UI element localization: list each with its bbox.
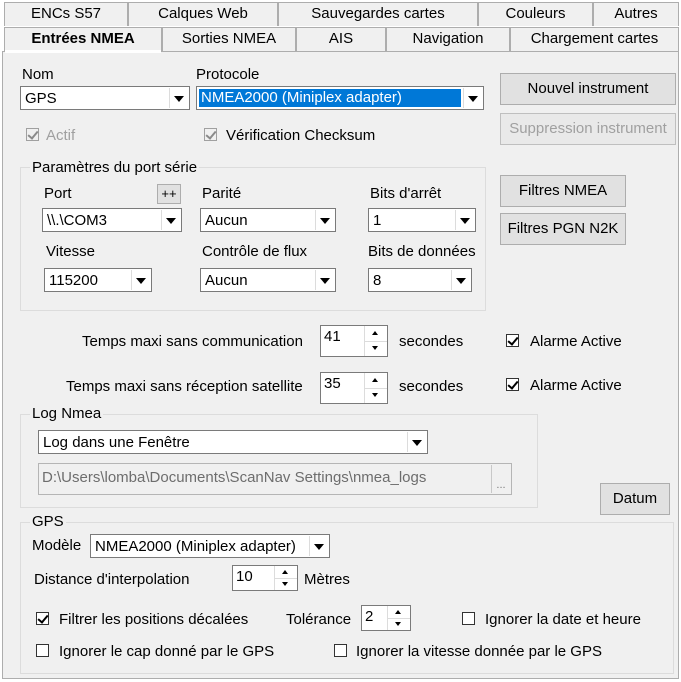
log-nmea-title: Log Nmea [32,405,102,422]
sat-timeout-value: 35 [324,375,341,392]
flux-label: Contrôle de flux [202,243,308,260]
chevron-down-icon[interactable] [169,88,188,108]
port-enumerate-button[interactable]: ++ [157,184,181,204]
spin-down-icon[interactable] [365,341,387,356]
browse-button[interactable]: ... [491,465,510,493]
chevron-down-icon[interactable] [315,210,334,230]
sat-timeout-label: Temps maxi sans réception satellite [66,378,303,395]
port-combo[interactable] [42,208,182,232]
ignorer-date-checkbox[interactable] [462,612,475,625]
active-tab-connector [5,50,161,53]
vitesse-label: Vitesse [46,243,95,260]
check-icon [205,128,216,140]
interp-spinner[interactable] [232,565,298,591]
tab-sorties-nmea[interactable]: Sorties NMEA [162,27,296,51]
tab-ais[interactable]: AIS [296,27,386,51]
check-icon [507,334,518,346]
spin-down-icon[interactable] [388,618,410,630]
bits-donnees-value: 8 [373,272,382,289]
tolerance-value: 2 [365,608,374,625]
chevron-down-icon[interactable] [451,270,470,290]
gps-title: GPS [32,513,64,530]
sat-timeout-unit: secondes [399,378,464,395]
spin-down-icon[interactable] [365,388,387,403]
parite-label: Parité [202,185,242,202]
flux-value: Aucun [205,272,248,289]
ignorer-cap-checkbox[interactable] [36,644,49,657]
protocole-value: NMEA2000 (Miniplex adapter) [199,89,461,107]
spin-up-icon[interactable] [365,326,387,342]
bits-donnees-combo[interactable] [368,268,472,292]
tab-couleurs[interactable]: Couleurs [478,2,593,26]
tolerance-spinner[interactable] [361,605,411,631]
chevron-down-icon[interactable] [407,432,426,452]
comm-timeout-unit: secondes [399,333,464,350]
chevron-down-icon[interactable] [455,210,474,230]
flux-combo[interactable] [200,268,336,292]
vitesse-combo[interactable] [44,268,152,292]
tab-encs-s57[interactable]: ENCs S57 [4,2,128,26]
ignorer-vitesse-label: Ignorer la vitesse donnée par le GPS [356,643,602,660]
sat-timeout-spinner[interactable] [320,372,388,404]
chevron-down-icon[interactable] [131,270,150,290]
chevron-down-icon[interactable] [309,536,328,556]
modele-label: Modèle [32,537,82,554]
parite-combo[interactable] [200,208,336,232]
interp-unit: Mètres [304,571,350,588]
log-path-field[interactable] [38,463,512,495]
datum-button[interactable]: Datum [600,483,670,515]
ignorer-date-label: Ignorer la date et heure [485,611,641,628]
delete-instrument-button[interactable]: Suppression instrument [500,113,676,145]
modele-value: NMEA2000 (Miniplex adapter) [95,538,296,555]
tab-navigation[interactable]: Navigation [386,27,510,51]
checksum-label: Vérification Checksum [226,127,376,144]
port-value: \\.\COM3 [47,212,108,229]
checksum-checkbox[interactable] [204,128,217,141]
comm-timeout-label: Temps maxi sans communication [82,333,303,350]
check-icon [507,378,518,390]
ignorer-vitesse-checkbox[interactable] [334,644,347,657]
bits-arret-value: 1 [373,212,382,229]
bits-donnees-label: Bits de données [368,243,476,260]
filtrer-checkbox[interactable] [36,612,49,625]
nom-combo[interactable] [20,86,190,110]
comm-alarm-checkbox[interactable] [506,334,519,347]
filtres-pgn-button[interactable]: Filtres PGN N2K [500,213,626,245]
check-icon [37,612,48,624]
tab-entrees-nmea-label: Entrées NMEA [31,30,135,47]
spin-down-icon[interactable] [275,578,297,590]
filtres-nmea-button[interactable]: Filtres NMEA [500,175,626,207]
sat-alarm-checkbox[interactable] [506,378,519,391]
nom-label: Nom [22,66,54,83]
new-instrument-button[interactable]: Nouvel instrument [500,73,676,105]
interp-value: 10 [236,568,253,585]
filtrer-label: Filtrer les positions décalées [59,611,249,628]
tab-autres[interactable]: Autres [593,2,679,26]
port-label: Port [44,185,72,202]
log-mode-value: Log dans une Fenêtre [43,434,190,451]
vitesse-value: 115200 [49,272,98,289]
tab-calques-web[interactable]: Calques Web [128,2,278,26]
bits-arret-label: Bits d'arrêt [370,185,442,202]
log-path-value: D:\Users\lomba\Documents\ScanNav Settings\nmea_logs [42,469,427,486]
comm-timeout-value: 41 [324,328,341,345]
chevron-down-icon[interactable] [463,88,482,108]
spin-up-icon[interactable] [365,373,387,389]
tab-entrees-nmea[interactable] [4,27,162,52]
comm-timeout-spinner[interactable] [320,325,388,357]
protocole-combo[interactable] [196,86,484,110]
tab-sauvegardes-cartes[interactable]: Sauvegardes cartes [278,2,478,26]
sat-alarm-label: Alarme Active [530,377,622,394]
modele-combo[interactable] [90,534,330,558]
chevron-down-icon[interactable] [161,210,180,230]
protocole-label: Protocole [196,66,260,83]
log-mode-combo[interactable] [38,430,428,454]
tolerance-label: Tolérance [286,611,352,628]
nom-value: GPS [25,90,57,107]
bits-arret-combo[interactable] [368,208,476,232]
comm-alarm-label: Alarme Active [530,333,622,350]
tab-chargement-cartes[interactable]: Chargement cartes [510,27,679,51]
interp-label: Distance d'interpolation [34,571,190,588]
actif-checkbox[interactable] [26,128,39,141]
chevron-down-icon[interactable] [315,270,334,290]
ignorer-cap-label: Ignorer le cap donné par le GPS [59,643,275,660]
check-icon [27,128,38,140]
serial-port-title: Paramètres du port série [32,159,198,176]
actif-label: Actif [46,127,76,144]
parite-value: Aucun [205,212,248,229]
